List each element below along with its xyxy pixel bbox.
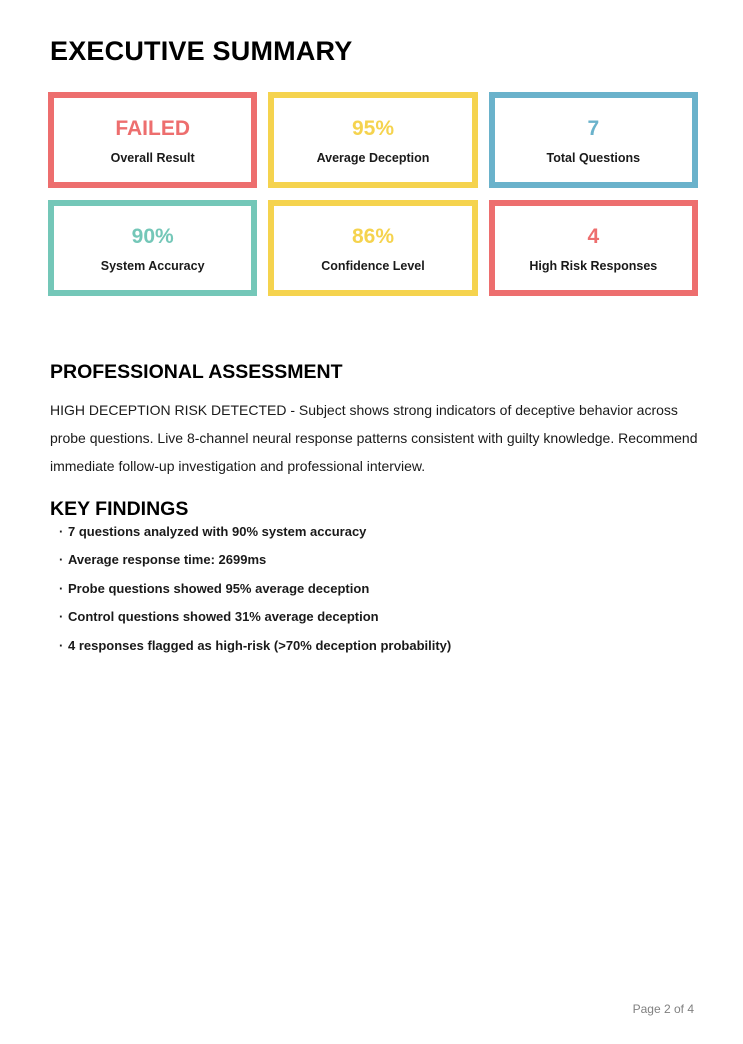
metric-card-total-questions <box>489 92 698 188</box>
metric-value: 90% <box>131 224 174 248</box>
metric-value: 86% <box>351 224 394 248</box>
key-finding-text: 7 questions analyzed with 90% system accuracy <box>68 524 367 539</box>
bullet-dot-icon: · <box>59 524 64 539</box>
metric-label: Overall Result <box>110 150 195 165</box>
key-findings-list <box>59 518 451 660</box>
key-findings-heading: KEY FINDINGS <box>50 498 189 521</box>
metric-card-overall-result <box>48 92 257 188</box>
key-finding-text: Control questions showed 31% average deception <box>68 609 379 625</box>
key-finding-item <box>59 518 451 546</box>
metric-card-confidence-level <box>268 200 477 296</box>
metric-card-high-risk-responses <box>489 200 698 296</box>
key-finding-item <box>59 632 451 660</box>
metric-value: FAILED <box>115 116 190 140</box>
key-finding-item <box>59 575 451 603</box>
page-number: Page 2 of 4 <box>632 1002 694 1016</box>
page-title: EXECUTIVE SUMMARY <box>50 36 353 67</box>
metric-value: 95% <box>351 116 394 140</box>
key-finding-text: 4 responses flagged as high-risk (>70% deception probability) <box>68 637 452 653</box>
key-finding-text: Average response time: 2699ms <box>68 552 267 568</box>
key-finding-item <box>59 603 451 631</box>
key-finding-item <box>59 546 451 574</box>
bullet-dot-icon: · <box>59 580 64 596</box>
professional-assessment-heading: PROFESSIONAL ASSESSMENT <box>50 361 343 384</box>
metric-label: Total Questions <box>546 150 641 165</box>
metric-cards-grid <box>48 92 698 296</box>
metric-card-average-deception <box>268 92 477 188</box>
metric-value: 7 <box>587 116 600 140</box>
key-finding-text: Probe questions showed 95% average deception <box>68 580 370 596</box>
bullet-dot-icon: · <box>59 552 64 568</box>
metric-label: High Risk Responses <box>529 258 658 273</box>
bullet-dot-icon: · <box>59 637 64 653</box>
metric-label: System Accuracy <box>100 258 205 273</box>
metric-label: Average Deception <box>316 150 430 165</box>
metric-value: 4 <box>587 224 600 248</box>
professional-assessment-body: HIGH DECEPTION RISK DETECTED - Subject shows strong indicators of deceptive behavior across probe questions. Live 8-channel neural response patterns consistent with guilty knowledge. Recommend immediate follow-up investigation and professional interview. <box>50 402 698 475</box>
bullet-dot-icon: · <box>59 609 64 625</box>
metric-label: Confidence Level <box>321 258 425 273</box>
metric-card-system-accuracy <box>48 200 257 296</box>
